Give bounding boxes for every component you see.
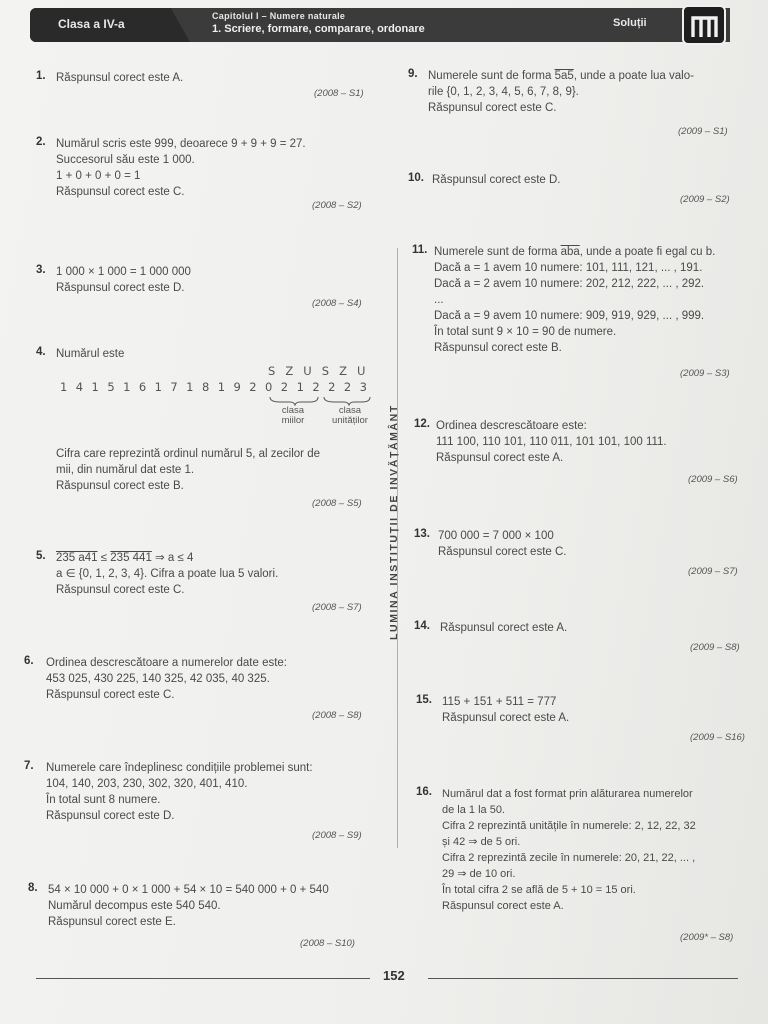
text-line: Răspunsul corect este C. — [428, 102, 557, 114]
text-line: Răspunsul corect este D. — [56, 282, 185, 294]
source-ref: (2008 – S4) — [312, 298, 362, 309]
text-line: Ordinea descrescătoare este: — [436, 420, 587, 432]
solution-14 — [440, 620, 567, 636]
solution-4 — [56, 446, 320, 494]
overlined-number: 5a5 — [554, 70, 574, 82]
number-intro: Numărul este — [56, 348, 125, 360]
problem-number: 16. — [416, 786, 432, 798]
solution-7 — [46, 760, 313, 824]
source-ref: (2008 – S1) — [314, 88, 364, 99]
text-span: Numerele sunt de forma — [434, 246, 561, 258]
text-line: ... — [434, 294, 444, 306]
text-line: Răspunsul corect este D. — [432, 174, 561, 186]
text-line: Răspunsul corect este C. — [56, 186, 185, 198]
source-ref: (2009 – S1) — [678, 126, 728, 137]
text-line: Numerele care îndeplinesc condițiile problemei sunt: — [46, 762, 313, 774]
solution-13 — [438, 528, 566, 560]
text-line: În total cifra 2 se află de 5 + 10 = 15 ori. — [442, 884, 636, 896]
text-line: Numărul scris este 999, deoarece 9 + 9 + 9 = 27. — [56, 138, 306, 150]
problem-number: 9. — [408, 68, 418, 80]
problem-number: 2. — [36, 136, 46, 148]
text-line: 115 + 151 + 511 = 777 — [442, 696, 557, 708]
text-line: Răspunsul corect este B. — [434, 342, 562, 354]
problem-number: 13. — [414, 528, 430, 540]
text-line: Numărul dat a fost format prin alăturarea numerelor — [442, 788, 693, 800]
source-ref: (2008 – S9) — [312, 830, 362, 841]
text-line: Cifra 2 reprezintă unitățile în numerele: 2, 12, 22, 32 — [442, 820, 696, 832]
text-line: Răspunsul corect este A. — [442, 712, 570, 724]
text-line: rile {0, 1, 2, 3, 4, 5, 6, 7, 8, 9}. — [428, 86, 579, 98]
digit-sequence: 1 4 1 5 1 6 1 7 1 8 1 9 2 0 2 1 2 2 2 3 — [60, 380, 370, 394]
problem-number: 8. — [28, 882, 38, 894]
problem-number: 6. — [24, 655, 34, 667]
text-line — [428, 68, 694, 84]
source-ref: (2008 – S2) — [312, 200, 362, 211]
class-label: Clasa a IV-a — [58, 17, 125, 31]
solution-12 — [436, 418, 667, 466]
text-line: 453 025, 430 225, 140 325, 42 035, 40 325. — [46, 673, 270, 685]
text-line: a ∈ {0, 1, 2, 3, 4}. Cifra a poate lua 5 valori. — [56, 568, 279, 580]
text-line: Cifra care reprezintă ordinul numărul 5, al zecilor de — [56, 448, 320, 460]
lesson-title: 1. Scriere, formare, comparare, ordonare — [212, 23, 425, 35]
source-ref: (2009 – S2) — [680, 194, 730, 205]
solution-15 — [442, 694, 569, 726]
label-line: unităților — [332, 415, 368, 426]
text-line: Dacă a = 1 avem 10 numere: 101, 111, 121, ... , 191. — [434, 262, 703, 274]
problem-number: 5. — [36, 550, 46, 562]
problem-number: 7. — [24, 760, 34, 772]
text-line: În total sunt 9 × 10 = 90 de numere. — [434, 326, 617, 338]
problem-number: 15. — [416, 694, 432, 706]
text-line: Răspunsul corect este A. — [436, 452, 564, 464]
problem-number: 4. — [36, 346, 46, 358]
solution-1 — [56, 70, 183, 86]
text-line: Cifra 2 reprezintă zecile în numerele: 20, 21, 22, ... , — [442, 852, 696, 864]
solution-3 — [56, 264, 191, 296]
source-ref: (2008 – S8) — [312, 710, 362, 721]
overlined-number: 235 a41 — [56, 552, 98, 564]
problem-number: 11. — [412, 244, 428, 256]
problem-number: 12. — [414, 418, 430, 430]
overlined-number: $\overline{aba}$ — [560, 246, 580, 258]
text-line: 104, 140, 203, 230, 302, 320, 401, 410. — [46, 778, 248, 790]
class-thousands-label — [262, 406, 324, 426]
text-line: Răspunsul corect este A. — [440, 622, 568, 634]
text-span: ⇒ a ≤ 4 — [151, 552, 194, 564]
text-line: Răspunsul corect este A. — [56, 72, 184, 84]
text-line: Răspunsul corect este B. — [56, 480, 184, 492]
source-ref: (2008 – S7) — [312, 602, 362, 613]
footer-rule-right — [428, 978, 738, 979]
solution-9 — [428, 68, 694, 116]
text-line: Răspunsul corect este C. — [46, 689, 175, 701]
text-line: Răspunsul corect este C. — [438, 546, 567, 558]
text-line: Numărul decompus este 540 540. — [48, 900, 221, 912]
solution-10 — [432, 172, 560, 188]
text-line: Dacă a = 9 avem 10 numere: 909, 919, 929, ... , 999. — [434, 310, 705, 322]
text-line: de la 1 la 50. — [442, 804, 505, 816]
text-span: Numerele sunt de forma — [428, 70, 555, 82]
text-line — [434, 244, 715, 260]
problem-number: 3. — [36, 264, 46, 276]
label-line: clasa — [338, 405, 362, 416]
solutions-label: Soluții — [613, 17, 647, 29]
page-number: 152 — [383, 968, 405, 983]
text-span: , unde a poate lua valo- — [573, 70, 694, 82]
solution-5 — [56, 550, 278, 598]
text-line: Răspunsul corect este C. — [56, 584, 185, 596]
source-ref: (2008 – S10) — [300, 938, 355, 949]
text-line: și 42 ⇒ de 5 ori. — [442, 836, 521, 848]
text-line: 700 000 = 7 000 × 100 — [438, 530, 554, 542]
solution-16 — [442, 786, 696, 914]
text-line: Ordinea descrescătoare a numerelor date este: — [46, 657, 287, 669]
m-logo-icon — [682, 5, 726, 45]
source-ref: (2009 – S3) — [680, 368, 730, 379]
source-ref: (2009 – S16) — [690, 732, 745, 743]
publisher-side-label: LUMINA INSTITUȚII DE INVĂȚĂMÂNT — [388, 404, 400, 640]
text-line: Succesorul său este 1 000. — [56, 154, 195, 166]
problem-number: 1. — [36, 70, 46, 82]
source-ref: (2009 – S6) — [688, 474, 738, 485]
text-line: Răspunsul corect este E. — [48, 916, 176, 928]
text-line: În total sunt 8 numere. — [46, 794, 161, 806]
text-span: , unde a poate fi egal cu b. — [579, 246, 716, 258]
solution-8 — [48, 882, 329, 930]
text-line: 29 ⇒ de 10 ori. — [442, 868, 516, 880]
overlined-number: 235 441 — [110, 552, 152, 564]
footer-rule-left — [36, 978, 370, 979]
solution-11 — [434, 244, 715, 356]
class-order-letters: S Z U S Z U — [268, 364, 369, 378]
chapter-title: Capitolul I – Numere naturale — [212, 11, 346, 21]
solution-6 — [46, 655, 287, 703]
source-ref: (2009 – S7) — [688, 566, 738, 577]
class-units-label — [318, 406, 382, 426]
text-line: 111 100, 110 101, 110 011, 101 101, 100 111. — [436, 436, 667, 448]
text-line: Răspunsul corect este A. — [442, 900, 564, 912]
label-line: clasa — [281, 405, 305, 416]
text-line: 1 + 0 + 0 + 0 = 1 — [56, 170, 141, 182]
text-line: Dacă a = 2 avem 10 numere: 202, 212, 222, ... , 292. — [434, 278, 705, 290]
problem-number: 14. — [414, 620, 430, 632]
text-line: 54 × 10 000 + 0 × 1 000 + 54 × 10 = 540 000 + 0 + 540 — [48, 884, 329, 896]
text-line: Răspunsul corect este D. — [46, 810, 175, 822]
inequality-line: 235 a41 ≤ 235 441 ⇒ a ≤ 4 — [56, 552, 194, 564]
text-line: 1 000 × 1 000 = 1 000 000 — [56, 266, 191, 278]
solution-2 — [56, 136, 306, 200]
source-ref: (2009 – S8) — [690, 642, 740, 653]
source-ref: (2008 – S5) — [312, 498, 362, 509]
text-line: mii, din numărul dat este 1. — [56, 464, 195, 476]
problem-number: 10. — [408, 172, 424, 184]
label-line: miilor — [281, 415, 305, 426]
source-ref: (2009* – S8) — [680, 932, 734, 943]
